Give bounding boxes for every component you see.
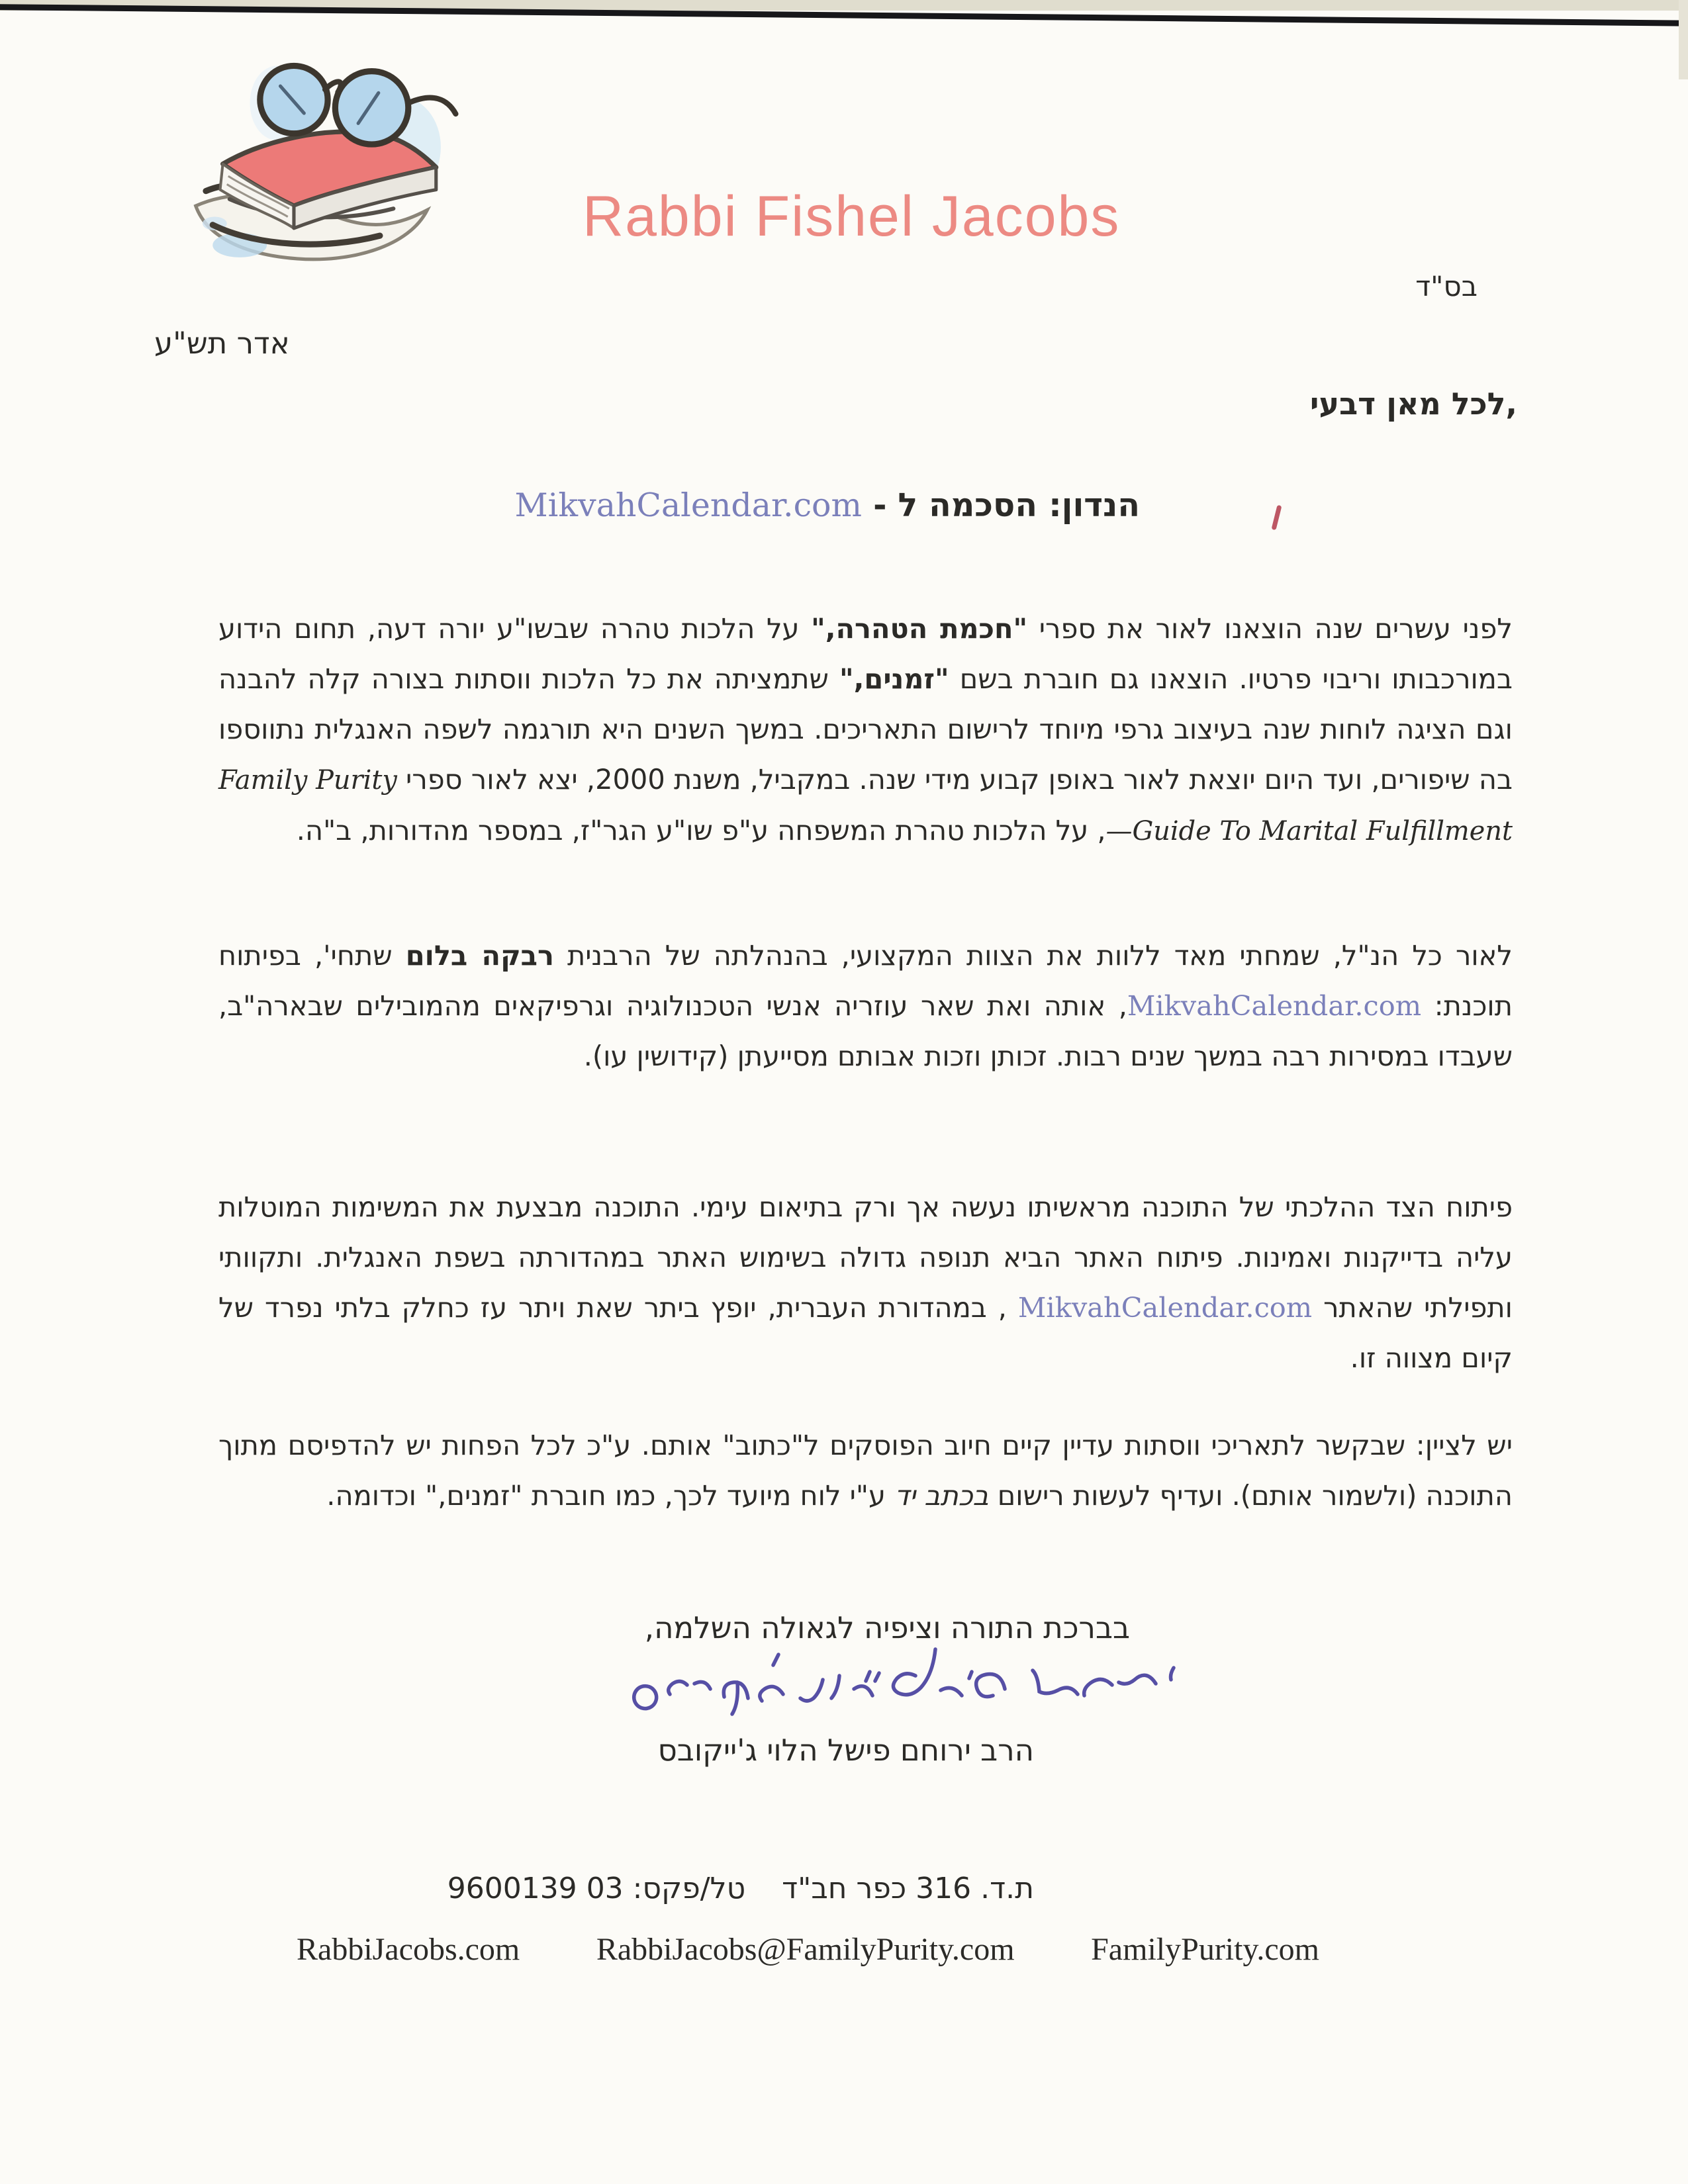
subject-line <box>514 486 1140 524</box>
bsd-mark: בס"ד <box>1415 270 1477 302</box>
subject-label: הנדון: הסכמה ל - <box>862 486 1140 524</box>
letterhead-title: Rabbi Fishel Jacobs <box>583 185 1121 248</box>
paragraph-team-endorsement: לאור כל הנ"ל, שמחתי מאד ללוות את הצוות המקצועי, בהנהלתה של הרבנית רבקה בלום שתחי', בפיתוח תוכנת: MikvahCalendar.com, אותה ואת שאר עוזריה אנשי הטכנולוגיה וגרפיקאים מהמובילים שבארה"ב, שעבדו במסירות רבה במשך שנים רבות. זכותן וזכות אבותם מסייעתן (קידושין עו). <box>218 939 1513 1072</box>
footer-websites <box>297 1931 1319 1968</box>
letter-date: אדר תש"ע <box>154 326 290 361</box>
paragraph-halachic-development: פיתוח הצד ההלכתי של התוכנה מראשיתו נעשה אך ורק בתיאום עימי. התוכנה מבצעת את המשימות המוטלות עליה בדייקנות ואמינות. פיתוח האתר הביא תנופה גדולה בשימוש האתר במהדורתה בשפת האנגלית. ותקוותי ותפילתי שהאתר MikvahCalendar.com , במהדורת העברית, יופץ ביתר שאת ויתר עז כחלק בלתי נפרד של קיום מצווה זו. <box>218 1191 1513 1374</box>
footer-website-rabbijacobs: RabbiJacobs.com <box>297 1932 520 1967</box>
signer-typed-name: הרב ירוחם פישל הלוי ג'ייקובס <box>657 1733 1034 1768</box>
footer-address-phone <box>447 1872 1034 1905</box>
paragraph-books-history: לפני עשרים שנה הוצאנו לאור את ספרי "חכמת הטהרה," על הלכות טהרה שבשו"ע יורה דעה, תחום הידוע במורכבותו וריבוי פרטיו. הוצאנו גם חוברת בשם "זמנים," שתמציתה את כל הלכות ווסתות בצורה קלה להבנה וגם הציגה לוחות שנה בעיצוב גרפי מיוחד לרישום התאריכים. במשך השנים היא תורגמה לשפה האנגלית נתווספו בה שיפורים, ועד היום יוצאת לאור באופן קבוע מידי שנה. במקביל, משנת 2000, יצא לאור ספרי Family Purity—Guide To Marital Fulfillment, על הלכות טהרת המשפחה ע"פ שו"ע הגר"ז, במספר מהדורות, ב"ה. <box>218 612 1513 846</box>
footer-phone: טל/פקס: 03 9600139 <box>447 1872 746 1905</box>
footer-email-familypurity: RabbiJacobs@FamilyPurity.com <box>596 1932 1015 1967</box>
footer-website-familypurity: FamilyPurity.com <box>1091 1932 1319 1967</box>
footer-address: ת.ד. 316 כפר חב"ד <box>782 1872 1034 1905</box>
paragraph-note-on-recording: יש לציין: שבקשר לתאריכי ווסתות עדיין קיים חיוב הפוסקים ל"כתוב" אותם. ע"כ לכל הפחות יש להדפיסם מתוך התוכנה (ולשמור אותם). ועדיף לעשות רישום בכתב יד ע"י לוח מיועד לכך, כמו חוברת "זמנים," וכדומה. <box>218 1429 1513 1512</box>
books-and-glasses-icon <box>175 20 473 295</box>
subject-site-name: MikvahCalendar.com <box>514 486 863 524</box>
closing-blessing: בברכת התורה וציפיה לגאולה השלמה, <box>644 1610 1130 1645</box>
salutation: לכל מאן דבעי, <box>1309 386 1517 422</box>
scanner-edge-corner <box>1679 0 1688 79</box>
red-pen-mark <box>1272 505 1282 531</box>
handwritten-signature <box>575 1640 1184 1746</box>
